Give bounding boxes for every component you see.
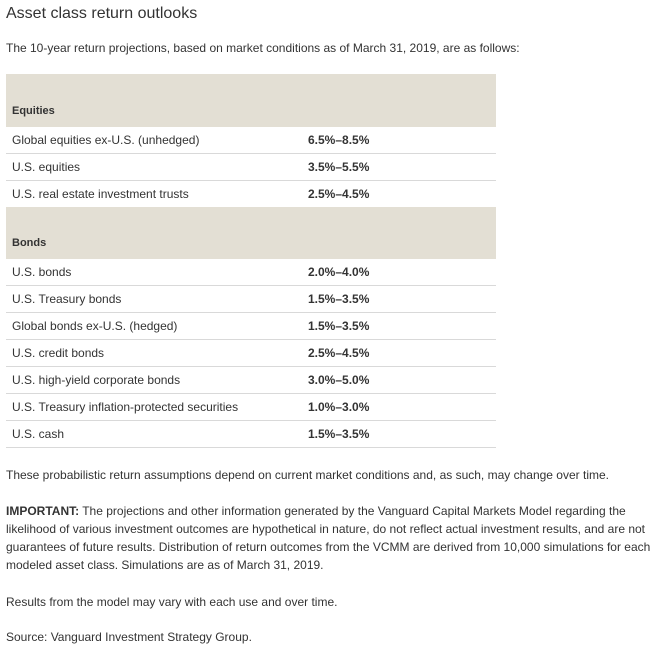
table-row [6, 367, 496, 394]
asset-class-name: U.S. credit bonds [6, 340, 302, 367]
table-row [6, 181, 496, 208]
assumptions-note: These probabilistic return assumptions depend on current market conditions and, as such, may change over time. [6, 468, 609, 482]
return-range: 1.5%–3.5% [302, 421, 496, 448]
table-row [6, 259, 496, 286]
section-header-bonds: Bonds [6, 207, 496, 259]
important-text: The projections and other information generated by the Vanguard Capital Markets Model regarding the likelihood of various investment outcomes are hypothetical in nature, do not reflect actual investment results, and are not guarantees of future results. Distribution of return outcomes from the VCMM are derived from 10,000 simulations for each modeled asset class. Simulations are as of March 31, 2019. [6, 504, 651, 572]
section-row-bonds [6, 207, 496, 259]
table-row [6, 127, 496, 154]
return-range: 1.5%–3.5% [302, 286, 496, 313]
return-range: 6.5%–8.5% [302, 127, 496, 154]
section-row-equities [6, 74, 496, 127]
source-note: Source: Vanguard Investment Strategy Group. [6, 630, 252, 644]
asset-class-name: U.S. equities [6, 154, 302, 181]
results-note: Results from the model may vary with each use and over time. [6, 595, 338, 609]
important-label: IMPORTANT: [6, 504, 80, 518]
asset-class-name: U.S. real estate investment trusts [12, 187, 189, 201]
return-range: 2.5%–4.5% [308, 187, 370, 201]
return-range: 1.0%–3.0% [302, 394, 496, 421]
asset-class-name: Global bonds ex-U.S. (hedged) [6, 313, 302, 340]
return-range: 2.0%–4.0% [302, 259, 496, 286]
table-row [6, 154, 496, 181]
table-row [6, 394, 496, 421]
table-row [6, 313, 496, 340]
asset-class-name: U.S. Treasury bonds [6, 286, 302, 313]
returns-table-container [6, 74, 496, 448]
intro-text: The 10-year return projections, based on market conditions as of March 31, 2019, are as follows: [6, 41, 520, 55]
return-range: 3.5%–5.5% [302, 154, 496, 181]
return-range: 3.0%–5.0% [302, 367, 496, 394]
returns-table [6, 74, 496, 448]
table-row [6, 286, 496, 313]
section-header-equities: Equities [6, 74, 496, 127]
return-range: 1.5%–3.5% [302, 313, 496, 340]
asset-class-name: U.S. Treasury inflation-protected securities [6, 394, 302, 421]
important-disclaimer [6, 502, 656, 574]
return-range: 2.5%–4.5% [302, 340, 496, 367]
page-title: Asset class return outlooks [6, 5, 198, 22]
asset-class-name: U.S. cash [6, 421, 302, 448]
asset-class-name: Global equities ex-U.S. (unhedged) [6, 127, 302, 154]
asset-class-name: U.S. bonds [6, 259, 302, 286]
table-row [6, 340, 496, 367]
asset-class-name: U.S. high-yield corporate bonds [6, 367, 302, 394]
table-row [6, 421, 496, 448]
